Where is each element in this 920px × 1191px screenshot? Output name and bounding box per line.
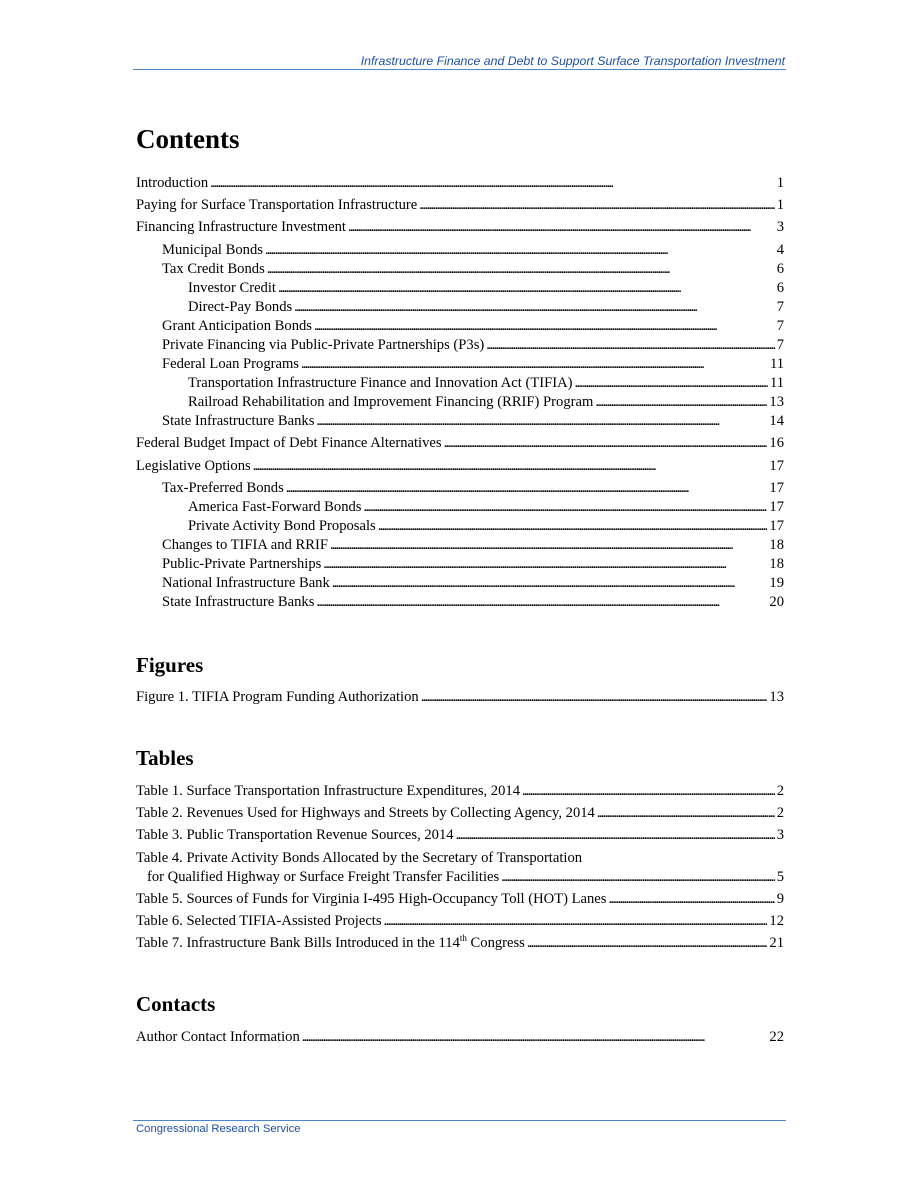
- toc-entry-label: Federal Budget Impact of Debt Finance Alternatives: [136, 435, 442, 451]
- table-entry-page: 5: [776, 869, 784, 885]
- toc-entry-label: Financing Infrastructure Investment: [136, 219, 346, 235]
- toc-entry[interactable]: [136, 298, 784, 316]
- leader-dots: [444, 434, 768, 452]
- toc-entry-label: Railroad Rehabilitation and Improvement Financing (RRIF) Program: [188, 394, 594, 410]
- toc-entry-label: State Infrastructure Banks: [162, 594, 315, 610]
- leader-dots: [253, 457, 768, 475]
- leader-dots: [278, 279, 775, 297]
- toc-entry-page: 20: [769, 594, 784, 610]
- table-entry-page: 2: [776, 805, 784, 821]
- toc-entry-page: 16: [769, 435, 784, 451]
- leader-dots: [378, 517, 768, 535]
- toc-entry[interactable]: [136, 434, 784, 452]
- toc-entry-label: Paying for Surface Transportation Infrastructure: [136, 197, 418, 213]
- table-entry-label-end: Congress: [466, 935, 525, 951]
- leader-dots: [316, 593, 767, 611]
- toc-entry-label: National Infrastructure Bank: [162, 575, 330, 591]
- toc-entry-label: Municipal Bonds: [162, 242, 263, 258]
- leader-dots: [265, 241, 775, 259]
- leader-dots: [595, 393, 767, 411]
- toc-entry-page: 7: [776, 337, 784, 353]
- toc-entry-label: Public-Private Partnerships: [162, 556, 322, 572]
- toc-entry-page: 7: [776, 318, 784, 334]
- table-entry-page: 21: [769, 935, 784, 951]
- toc-entry[interactable]: [136, 498, 784, 516]
- leader-dots: [301, 355, 768, 373]
- leader-dots: [456, 826, 775, 844]
- toc-entry-label: Changes to TIFIA and RRIF: [162, 537, 328, 553]
- toc-entry[interactable]: [136, 536, 784, 554]
- leader-dots: [419, 196, 774, 214]
- table-entry-label: Table 1. Surface Transportation Infrastructure Expenditures, 2014: [136, 783, 520, 799]
- table-entry[interactable]: [136, 868, 784, 886]
- figure-entry[interactable]: [136, 688, 784, 706]
- running-footer: Congressional Research Service: [136, 1123, 301, 1135]
- toc-entry[interactable]: [136, 241, 784, 259]
- leader-dots: [597, 804, 775, 822]
- toc-entry-page: 14: [769, 413, 784, 429]
- header-rule: [133, 69, 786, 70]
- table-entry[interactable]: [136, 912, 784, 930]
- toc-entry-label: Tax Credit Bonds: [162, 261, 265, 277]
- contact-entry-label: Author Contact Information: [136, 1029, 300, 1045]
- table-entry-label-main: Table 7. Infrastructure Bank Bills Introduced in the 114: [136, 935, 460, 951]
- toc-entry-page: 1: [776, 197, 784, 213]
- toc-entry-page: 17: [769, 458, 784, 474]
- table-entry-page: 3: [776, 827, 784, 843]
- toc-entry-label: Private Activity Bond Proposals: [188, 518, 376, 534]
- figure-entry-label: Figure 1. TIFIA Program Funding Authorization: [136, 689, 419, 705]
- footer-rule: [133, 1120, 786, 1121]
- toc-entry-label: Legislative Options: [136, 458, 251, 474]
- toc-entry[interactable]: [136, 412, 784, 430]
- running-header: Infrastructure Finance and Debt to Support Surface Transportation Investment: [360, 54, 785, 68]
- toc-entry[interactable]: [136, 457, 784, 475]
- toc-entry[interactable]: [136, 574, 784, 592]
- toc-entry-page: 13: [769, 394, 784, 410]
- toc-entry-label: Grant Anticipation Bonds: [162, 318, 312, 334]
- table-entry-label: [136, 934, 525, 952]
- toc-entry-page: 19: [769, 575, 784, 591]
- leader-dots: [323, 555, 767, 573]
- toc-entry[interactable]: [136, 555, 784, 573]
- leader-dots: [363, 498, 767, 516]
- toc-entry[interactable]: [136, 374, 784, 392]
- toc-entry[interactable]: [136, 279, 784, 297]
- figures-heading: Figures: [136, 653, 204, 677]
- toc-entry-page: 17: [769, 480, 784, 496]
- leader-dots: [421, 688, 768, 706]
- toc-entry-label: Federal Loan Programs: [162, 356, 299, 372]
- toc-entry-label: America Fast-Forward Bonds: [188, 499, 362, 515]
- toc-entry-page: 3: [776, 219, 784, 235]
- table-entry-label: Table 5. Sources of Funds for Virginia I-495 High-Occupancy Toll (HOT) Lanes: [136, 891, 607, 907]
- leader-dots: [348, 218, 775, 236]
- leader-dots: [294, 298, 775, 316]
- leader-dots: [330, 536, 767, 554]
- contents-heading: Contents: [136, 124, 240, 154]
- tables-heading: Tables: [136, 746, 194, 770]
- toc-entry-page: 18: [769, 537, 784, 553]
- toc-entry-label: Transportation Infrastructure Finance and Innovation Act (TIFIA): [188, 375, 573, 391]
- toc-entry-page: 1: [776, 175, 784, 191]
- leader-dots: [316, 412, 767, 430]
- leader-dots: [314, 317, 775, 335]
- figure-entry-page: 13: [769, 689, 784, 705]
- toc-entry[interactable]: [136, 517, 784, 535]
- toc-entry[interactable]: [136, 393, 784, 411]
- table-entry-label: Table 6. Selected TIFIA-Assisted Projects: [136, 913, 382, 929]
- contacts-heading: Contacts: [136, 992, 216, 1016]
- toc-entry-label: Direct-Pay Bonds: [188, 299, 293, 315]
- leader-dots: [332, 574, 768, 592]
- toc-entry-page: 18: [769, 556, 784, 572]
- leader-dots: [501, 868, 775, 886]
- toc-entry[interactable]: [136, 196, 784, 214]
- ordinal-superscript: th: [459, 933, 467, 944]
- leader-dots: [608, 890, 774, 908]
- toc-entry-page: 6: [776, 280, 784, 296]
- toc-entry[interactable]: [136, 260, 784, 278]
- toc-entry[interactable]: [136, 355, 784, 373]
- table-entry-first-line: Table 4. Private Activity Bonds Allocated by the Secretary of Transportation: [136, 850, 583, 866]
- leader-dots: [302, 1028, 768, 1046]
- contact-entry[interactable]: [136, 1028, 784, 1046]
- table-entry[interactable]: [136, 804, 784, 822]
- table-entry-label: for Qualified Highway or Surface Freight Transfer Facilities: [147, 869, 500, 885]
- leader-dots: [286, 479, 768, 497]
- table-entry-label: Table 3. Public Transportation Revenue Sources, 2014: [136, 827, 454, 843]
- toc-entry-page: 7: [776, 299, 784, 315]
- leader-dots: [384, 912, 768, 930]
- toc-entry-label: Investor Credit: [188, 280, 276, 296]
- toc-entry[interactable]: [136, 317, 784, 335]
- toc-entry[interactable]: [136, 218, 784, 236]
- leader-dots: [210, 174, 775, 192]
- leader-dots: [486, 336, 774, 354]
- toc-entry-page: 6: [776, 261, 784, 277]
- toc-entry-page: 4: [776, 242, 784, 258]
- leader-dots: [267, 260, 775, 278]
- leader-dots: [574, 374, 767, 392]
- table-entry-page: 2: [776, 783, 784, 799]
- toc-entry-page: 17: [769, 499, 784, 515]
- toc-entry[interactable]: [136, 593, 784, 611]
- toc-entry[interactable]: [136, 174, 784, 192]
- table-entry[interactable]: [136, 934, 784, 952]
- table-entry-page: 9: [776, 891, 784, 907]
- toc-entry[interactable]: [136, 336, 784, 354]
- toc-entry-label: State Infrastructure Banks: [162, 413, 315, 429]
- leader-dots: [522, 782, 775, 800]
- toc-entry-label: Introduction: [136, 175, 209, 191]
- table-entry[interactable]: [136, 782, 784, 800]
- contact-entry-page: 22: [769, 1029, 784, 1045]
- toc-entry-page: 17: [769, 518, 784, 534]
- table-entry[interactable]: [136, 826, 784, 844]
- table-entry-page: 12: [769, 913, 784, 929]
- toc-entry-page: 11: [769, 375, 784, 391]
- toc-entry-page: 11: [769, 356, 784, 372]
- toc-entry-label: Private Financing via Public-Private Partnerships (P3s): [162, 337, 485, 353]
- toc-entry[interactable]: [136, 479, 784, 497]
- leader-dots: [527, 934, 768, 952]
- table-entry-label: Table 2. Revenues Used for Highways and Streets by Collecting Agency, 2014: [136, 805, 595, 821]
- toc-entry-label: Tax-Preferred Bonds: [162, 480, 284, 496]
- table-entry[interactable]: [136, 890, 784, 908]
